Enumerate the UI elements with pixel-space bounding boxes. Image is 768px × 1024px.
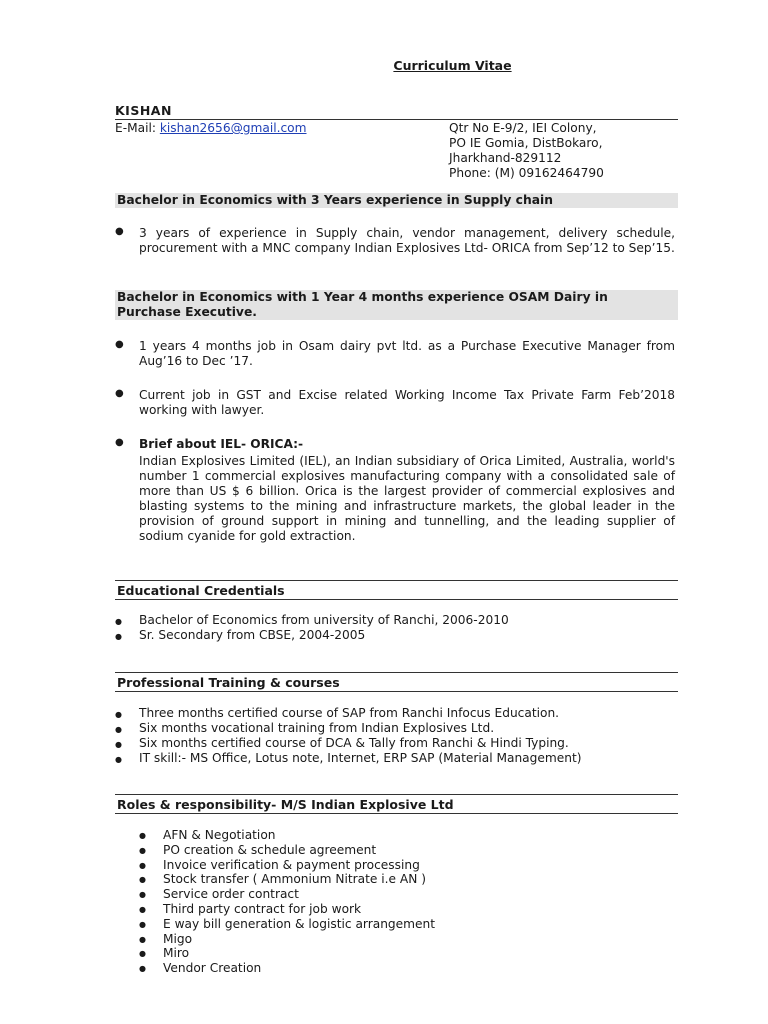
section-divider bbox=[115, 599, 678, 600]
list-item: ● Bachelor of Economics from university of Ranchi, 2006-2010 bbox=[115, 613, 675, 628]
brief-title: Brief about IEL- ORICA:- bbox=[139, 437, 304, 451]
roles-list bbox=[139, 828, 659, 976]
experience-heading-2-line1: Bachelor in Economics with 1 Year 4 months experience OSAM Dairy in bbox=[117, 290, 608, 304]
email-line bbox=[115, 121, 307, 135]
phone-line: Phone: (M) 09162464790 bbox=[449, 166, 604, 180]
brief-text: Indian Explosives Limited (IEL), an Indian subsidiary of Orica Limited, Australia, world's number 1 commercial explosives manufacturing company with a consolidated sale of more than US $ 6 billion. Orica is the largest provider of commercial explosives and blasting systems to the mining and infrastructure markets, the global leader in the provision of ground support in mining and tunnelling, and the leading supplier of sodium cyanide for gold extraction. bbox=[139, 454, 675, 543]
experience-heading-1: Bachelor in Economics with 3 Years experience in Supply chain bbox=[115, 193, 678, 208]
address-block bbox=[449, 121, 604, 181]
experience-bullet bbox=[115, 388, 675, 418]
experience-bullet-text: 3 years of experience in Supply chain, vendor management, delivery schedule, procurement with a MNC company Indian Explosives Ltd- ORICA from Sep’12 to Sep’15. bbox=[139, 226, 675, 255]
experience-heading-2-line2: Purchase Executive. bbox=[117, 305, 257, 319]
list-item: ● E way bill generation & logistic arrangement bbox=[139, 917, 659, 932]
section-divider bbox=[115, 691, 678, 692]
bullet-icon: ● bbox=[115, 226, 124, 237]
list-item: ● Six months vocational training from Indian Explosives Ltd. bbox=[115, 721, 675, 736]
email-label: E-Mail: bbox=[115, 121, 160, 135]
bullet-icon: ● bbox=[115, 437, 124, 448]
bullet-icon: ● bbox=[115, 388, 124, 399]
training-heading: Professional Training & courses bbox=[117, 675, 340, 690]
list-item: ● AFN & Negotiation bbox=[139, 828, 659, 843]
list-item: ● Invoice verification & payment processing bbox=[139, 858, 659, 873]
list-item: ● Vendor Creation bbox=[139, 961, 659, 976]
list-item: ● Service order contract bbox=[139, 887, 659, 902]
list-item: ● IT skill:- MS Office, Lotus note, Internet, ERP SAP (Material Management) bbox=[115, 751, 675, 766]
list-item: ● Sr. Secondary from CBSE, 2004-2005 bbox=[115, 628, 675, 643]
list-item: ● Third party contract for job work bbox=[139, 902, 659, 917]
candidate-name: KISHAN bbox=[115, 103, 172, 118]
experience-bullet-text: Current job in GST and Excise related Working Income Tax Private Farm Feb’2018 working with lawyer. bbox=[139, 388, 675, 417]
experience-bullet-text: 1 years 4 months job in Osam dairy pvt ltd. as a Purchase Executive Manager from Aug’16 to Dec ’17. bbox=[139, 339, 675, 368]
section-divider bbox=[115, 672, 678, 673]
experience-bullet bbox=[115, 339, 675, 369]
list-item: ● Migo bbox=[139, 932, 659, 947]
document-title: Curriculum Vitae bbox=[393, 58, 512, 73]
experience-bullet bbox=[115, 226, 675, 256]
roles-heading: Roles & responsibility- M/S Indian Explosive Ltd bbox=[117, 797, 454, 812]
list-item: ● PO creation & schedule agreement bbox=[139, 843, 659, 858]
training-list bbox=[115, 706, 675, 766]
list-item: ● Stock transfer ( Ammonium Nitrate i.e AN ) bbox=[139, 872, 659, 887]
bullet-icon: ● bbox=[115, 339, 124, 350]
education-list bbox=[115, 613, 675, 643]
list-item: ● Miro bbox=[139, 946, 659, 961]
email-link[interactable]: kishan2656@gmail.com bbox=[159, 121, 307, 135]
section-divider bbox=[115, 794, 678, 795]
address-line: PO IE Gomia, DistBokaro, bbox=[449, 136, 603, 150]
address-line: Qtr No E-9/2, IEI Colony, bbox=[449, 121, 597, 135]
list-item: ● Six months certified course of DCA & Tally from Ranchi & Hindi Typing. bbox=[115, 736, 675, 751]
experience-heading-2 bbox=[115, 290, 678, 320]
header-divider bbox=[115, 119, 678, 120]
brief-bullet bbox=[115, 437, 675, 544]
list-item: ● Three months certified course of SAP from Ranchi Infocus Education. bbox=[115, 706, 675, 721]
education-heading: Educational Credentials bbox=[117, 583, 285, 598]
address-line: Jharkhand-829112 bbox=[449, 151, 562, 165]
section-divider bbox=[115, 580, 678, 581]
section-divider bbox=[115, 813, 678, 814]
